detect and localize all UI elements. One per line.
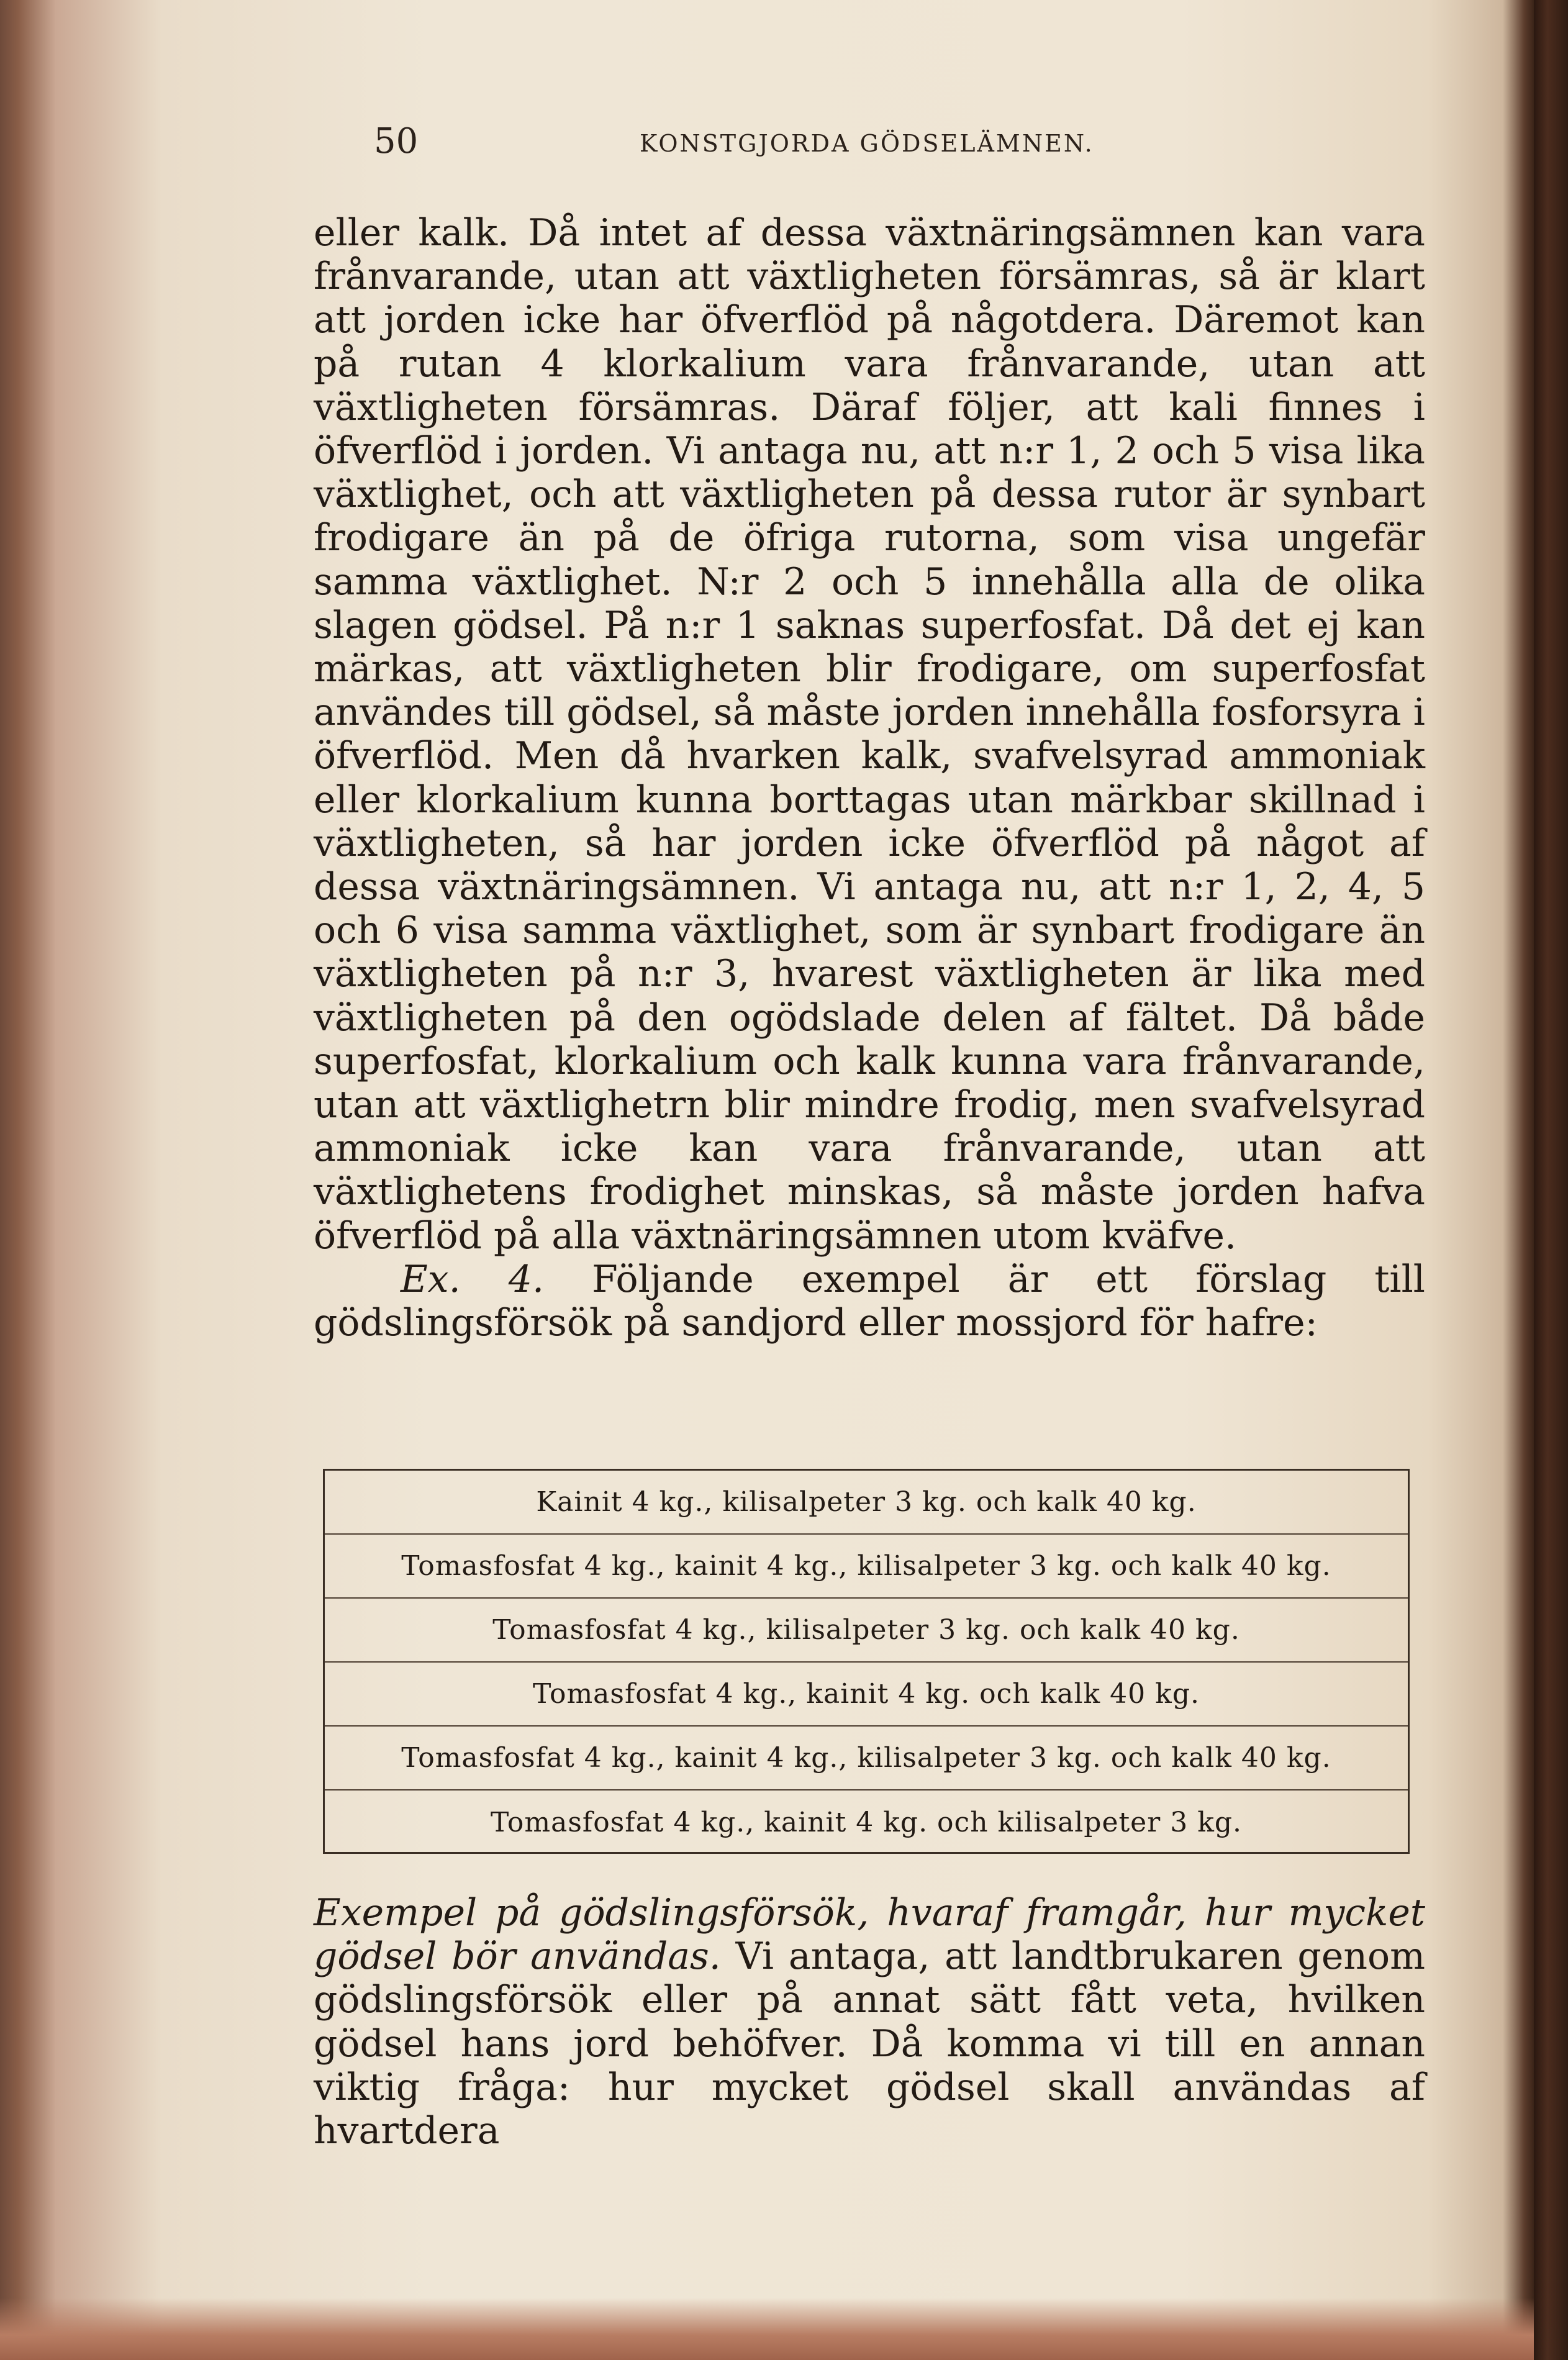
running-title: KONSTGJORDA GÖDSELÄMNEN.: [640, 130, 1094, 157]
paragraph: eller kalk. Då intet af dessa växtnäringsämnen kan vara frånvarande, utan att växtligheten försämras, så är klart att jorden icke har öfverflöd på någotdera. Däremot kan på rutan 4 klorkalium vara frånvarande, utan att växtligheten försämras. Däraf följer, att kali finnes i öfverflöd i jorden. Vi antaga nu, att n:r 1, 2 och 5 visa lika växtlighet, och att växtligheten på dessa rutor är synbart frodigare än på de öfriga rutorna, som visa ungefär samma växtlighet. N:r 2 och 5 innehålla alla de olika slagen gödsel. På n:r 1 saknas superfosfat. Då det ej kan märkas, att växtligheten blir frodigare, om superfosfat användes till gödsel, så måste jorden innehålla fosforsyra i öfverflöd. Men då hvarken kalk, svafvelsyrad ammoniak eller klorkalium kunna borttagas utan märkbar skillnad i växtligheten, så har jorden icke öfverflöd på något af dessa växtnäringsämnen. Vi antaga nu, att n:r 1, 2, 4, 5 och 6 visa samma växtlighet, som är synbart frodigare än växtligheten på n:r 3, hvarest växtligheten är lika med växtligheten på den ogödslade delen af fältet. Då både superfosfat, klorkalium och kalk kunna vara frånvarande, utan att växtlighetrn blir mindre frodig, men svafvelsyrad ammoniak icke kan vara frånvarande, utan att växtlighetens frodighet minskas, så måste jorden hafva öfverflöd på alla växtnäringsämnen utom kväfve.: [314, 211, 1425, 1258]
example-text: Följande exempel är ett förslag till gödslingsförsök på sandjord eller mossjord för hafre:: [314, 1257, 1425, 1345]
fertilizer-trial-table: [323, 1469, 1410, 1854]
example-paragraph: [314, 1258, 1425, 1345]
main-text: [314, 211, 1425, 1345]
running-head: [317, 121, 1422, 171]
page-number: 50: [374, 121, 419, 161]
table-row: Tomasfosfat 4 kg., kainit 4 kg. och kalk 40 kg.: [325, 1663, 1408, 1727]
section-text: [314, 1891, 1425, 2153]
table-row: Tomasfosfat 4 kg., kainit 4 kg. och kilisalpeter 3 kg.: [490, 1807, 1243, 1838]
table-row: Tomasfosfat 4 kg., kainit 4 kg., kilisalpeter 3 kg. och kalk 40 kg.: [325, 1727, 1408, 1790]
table-row: Tomasfosfat 4 kg., kainit 4 kg., kilisalpeter 3 kg. och kalk 40 kg.: [325, 1535, 1408, 1599]
section-heading: Exempel på gödslingsförsök, hvaraf framgår, hur mycket gödsel bör användas.: [314, 1891, 1425, 1979]
section-body: Vi antaga, att landtbrukaren genom gödslingsförsök eller på annat sätt fått veta, hvilken gödsel hans jord behöfver. Då komma vi till en annan viktig fråga: hur mycket gödsel skall användas af hvartdera: [314, 1935, 1425, 2153]
section-paragraph: [314, 1891, 1425, 2153]
book-spine: [1534, 0, 1568, 2360]
table-row: Kainit 4 kg., kilisalpeter 3 kg. och kalk 40 kg.: [325, 1471, 1408, 1535]
example-label: Ex. 4.: [401, 1257, 545, 1301]
table-row: Tomasfosfat 4 kg., kilisalpeter 3 kg. och kalk 40 kg.: [325, 1599, 1408, 1663]
